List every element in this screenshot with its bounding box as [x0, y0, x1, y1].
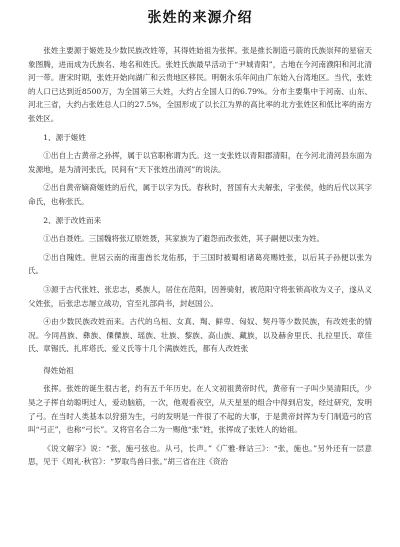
paragraph-origin-wei: ②出自隗姓。世居云南的南蛮酋长龙佑那，于三国时被蜀相诸葛亮赐姓张，以后其子孙便以张为氏。 [28, 252, 372, 276]
paragraph-origin-xi: ③源于古代张姓、张忠志，奚族人，居住在范阳，因善骑射，被范阳守将张锁高收为义子，遂从义父姓张，后张忠志屡立战功，官至礼部尚书，封赵国公。 [28, 284, 372, 308]
page-title: 张姓的来源介绍 [147, 10, 253, 26]
paragraph-origin-hui: ①出自上古黄帝之孙挥，属于以官职称谓为氏。这一支张姓以青阳郡清阳，在今河北清河县东面为发源地，是为清河张氏，民间有“天下张姓出清河”的说法。 [28, 151, 372, 174]
paragraph-origin-jiezhang: ②出自黄帝嫡裔姬姓的后代，属于以字为氏。春秋时，晋国有大夫解张，字张侯，他的后代以其字命氏，也称张氏。 [28, 183, 372, 206]
paragraph-origin-minorities: ④由少数民族改姓而来。古代的乌桓、女真、羯、鲜卑、匈奴、契丹等少数民族，有改姓张的情况。今同昌族、彝族、傈僳族、瑶族、壮族、黎族、高山族、藏族，以及赫舍里氏、扎拉里氏、章佳氏、章锡氏、扎库塔氏、爱义氏等十几个满族姓氏，都有人改姓张 [28, 317, 372, 354]
paragraph-ancestor-zhanghui: 张挥。张姓的诞生很古老，约有五千年历史。在人文初祖黄帝时代，黄帝有一子叫少昊清阳氏，少昊之子挥自幼聪明过人，爱动脑筋，一次，他观看夜空，从天星星的组合中得到启发，经过研究，发明了弓。在当时人类基本以狩猎为生，弓的发明是一件很了不起的大事，于是黄帝封挥为专门制造弓的官叫“弓正”，也称“弓长”。又将官名合二为一赐他“张”姓，张挥成了张姓人的始祖。 [28, 384, 372, 435]
section-heading-ancestor: 得姓始祖 [43, 365, 74, 375]
intro-paragraph: 张姓主要源于姬姓及少数民族改姓等，其得姓始祖为张挥。张是推长制造弓箭的氏族崇拜的星宿天象图腾，进而成为氏族名、地名和姓氏。张姓氏族最早活动于“尹城青阳”，古地在今河南濮阳和河北清河一带。唐宋时期，张姓开始向湖广和云贵地区移民。明朝永乐年间由广东始入台湾地区。当代，张姓的人口已达到近8500万，为全国第三大姓，大约占全国人口的6.79%。分布主要集中于河南、山东、河北三省，大约占张姓总人口的27.5%，全国形成了以长江为界的高比率的北方张姓区和低比率的南方张姓区。 [28, 46, 372, 123]
paragraph-origin-nie: ①出自聂姓。三国魏将张辽原姓聂，其家族为了避怨而改张姓，其子嗣便以张为姓。 [43, 234, 325, 244]
section-heading-ji-surname: 1、源于姬姓 [43, 132, 86, 142]
section-heading-surname-change: 2、源于改姓而来 [43, 215, 102, 225]
document-body [28, 44, 372, 474]
paragraph-shuowen: 《说文解字》说：“张，施弓弦也。从弓，长声。”《广雅·释诂三》：“张，施也。”另外还有一层意思，见于《周礼·秋官》：“罗取鸟兽曰张。”胡三省在注《资治 [28, 443, 372, 467]
